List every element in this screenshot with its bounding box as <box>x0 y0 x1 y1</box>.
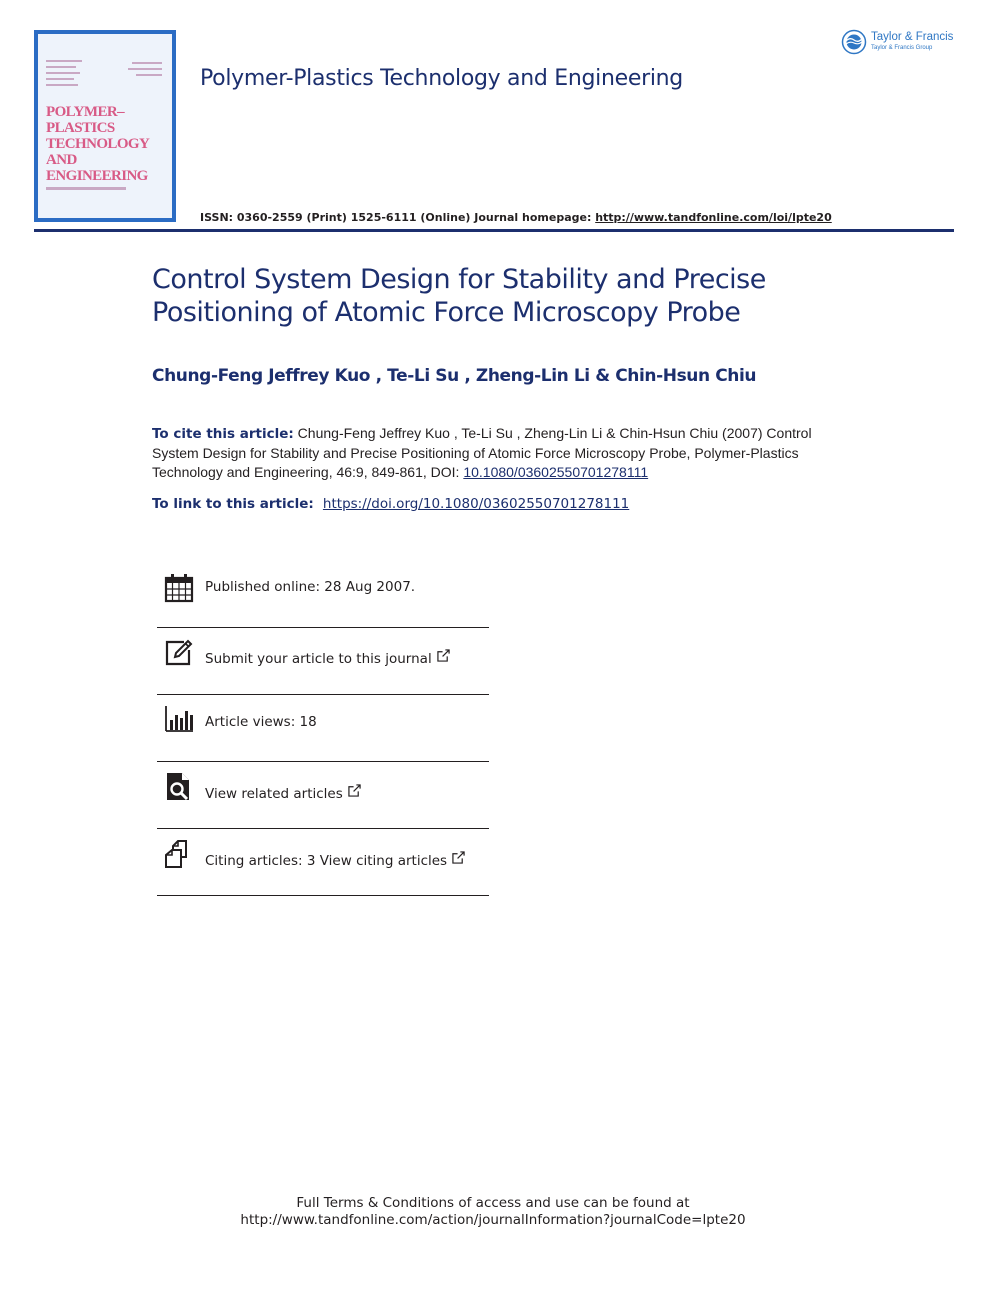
cover-page <box>38 34 172 218</box>
bar-chart-icon <box>164 705 194 735</box>
related-articles-item[interactable] <box>157 762 489 829</box>
article-doi-link[interactable]: https://doi.org/10.1080/03602550701278111 <box>322 496 630 512</box>
article-views-item <box>157 695 489 762</box>
submit-article-label: Submit your article to this journal <box>205 651 432 667</box>
publisher-name: Taylor & Francis <box>871 31 954 43</box>
publisher-logo <box>841 29 957 57</box>
header-divider <box>34 229 954 232</box>
citation-doi-link[interactable]: 10.1080/03602550701278111 <box>463 464 649 480</box>
published-online-item <box>157 560 489 628</box>
document-search-icon <box>164 772 194 802</box>
submit-article-link[interactable] <box>205 649 450 667</box>
issn-line <box>200 211 832 224</box>
external-link-icon <box>348 784 361 797</box>
external-link-icon <box>452 851 465 864</box>
article-views-label: Article views: 18 <box>205 714 317 730</box>
article-title: Control System Design for Stability and Precise Positioning of Atomic Force Microscopy Probe <box>152 264 766 328</box>
submit-article-item[interactable] <box>157 628 489 695</box>
edit-icon <box>164 638 194 668</box>
article-authors: Chung-Feng Jeffrey Kuo , Te-Li Su , Zheng-Lin Li & Chin-Hsun Chiu <box>152 366 757 386</box>
journal-cover-image <box>34 30 176 222</box>
cover-small-print <box>46 60 164 100</box>
cover-editor-line <box>46 186 164 192</box>
external-link-icon <box>437 649 450 662</box>
publisher-logo-icon <box>841 29 867 55</box>
article-link-block <box>152 493 629 512</box>
cover-title: POLYMER–PLASTICS TECHNOLOGY AND ENGINEERING <box>46 104 150 184</box>
issn-text: ISSN: 0360-2559 (Print) 1525-6111 (Online) Journal homepage: <box>200 211 596 224</box>
journal-title: Polymer-Plastics Technology and Engineering <box>200 66 683 91</box>
publisher-group: Taylor & Francis Group <box>871 45 933 51</box>
citing-articles-item[interactable] <box>157 829 489 896</box>
footer-terms <box>0 1195 986 1229</box>
citing-articles-link[interactable] <box>205 851 465 869</box>
article-info-list <box>157 560 489 896</box>
calendar-icon <box>164 573 194 603</box>
published-online-label: Published online: 28 Aug 2007. <box>205 579 416 595</box>
citation-text: Chung-Feng Jeffrey Kuo , Te-Li Su , Zheng-Lin Li & Chin-Hsun Chiu (2007) Control System Design for Stability and Precise Positioning of Atomic Force Microscopy Probe, Polymer-Plastics Technology and Engineering, 46:9, 849-861, DOI: <box>152 425 812 480</box>
citation-label: To cite this article: <box>152 426 294 442</box>
citing-articles-label: Citing articles: 3 View citing articles <box>205 853 448 869</box>
article-link-label: To link to this article: <box>152 496 314 512</box>
footer-terms-text: Full Terms & Conditions of access and use can be found at <box>296 1195 690 1211</box>
related-articles-link[interactable] <box>205 784 361 802</box>
citation-block <box>152 424 852 482</box>
copy-documents-icon <box>164 839 194 869</box>
journal-homepage-link[interactable]: http://www.tandfonline.com/loi/lpte20 <box>595 211 832 224</box>
footer-terms-url[interactable]: http://www.tandfonline.com/action/journalInformation?journalCode=lpte20 <box>240 1212 746 1228</box>
related-articles-label: View related articles <box>205 786 343 802</box>
